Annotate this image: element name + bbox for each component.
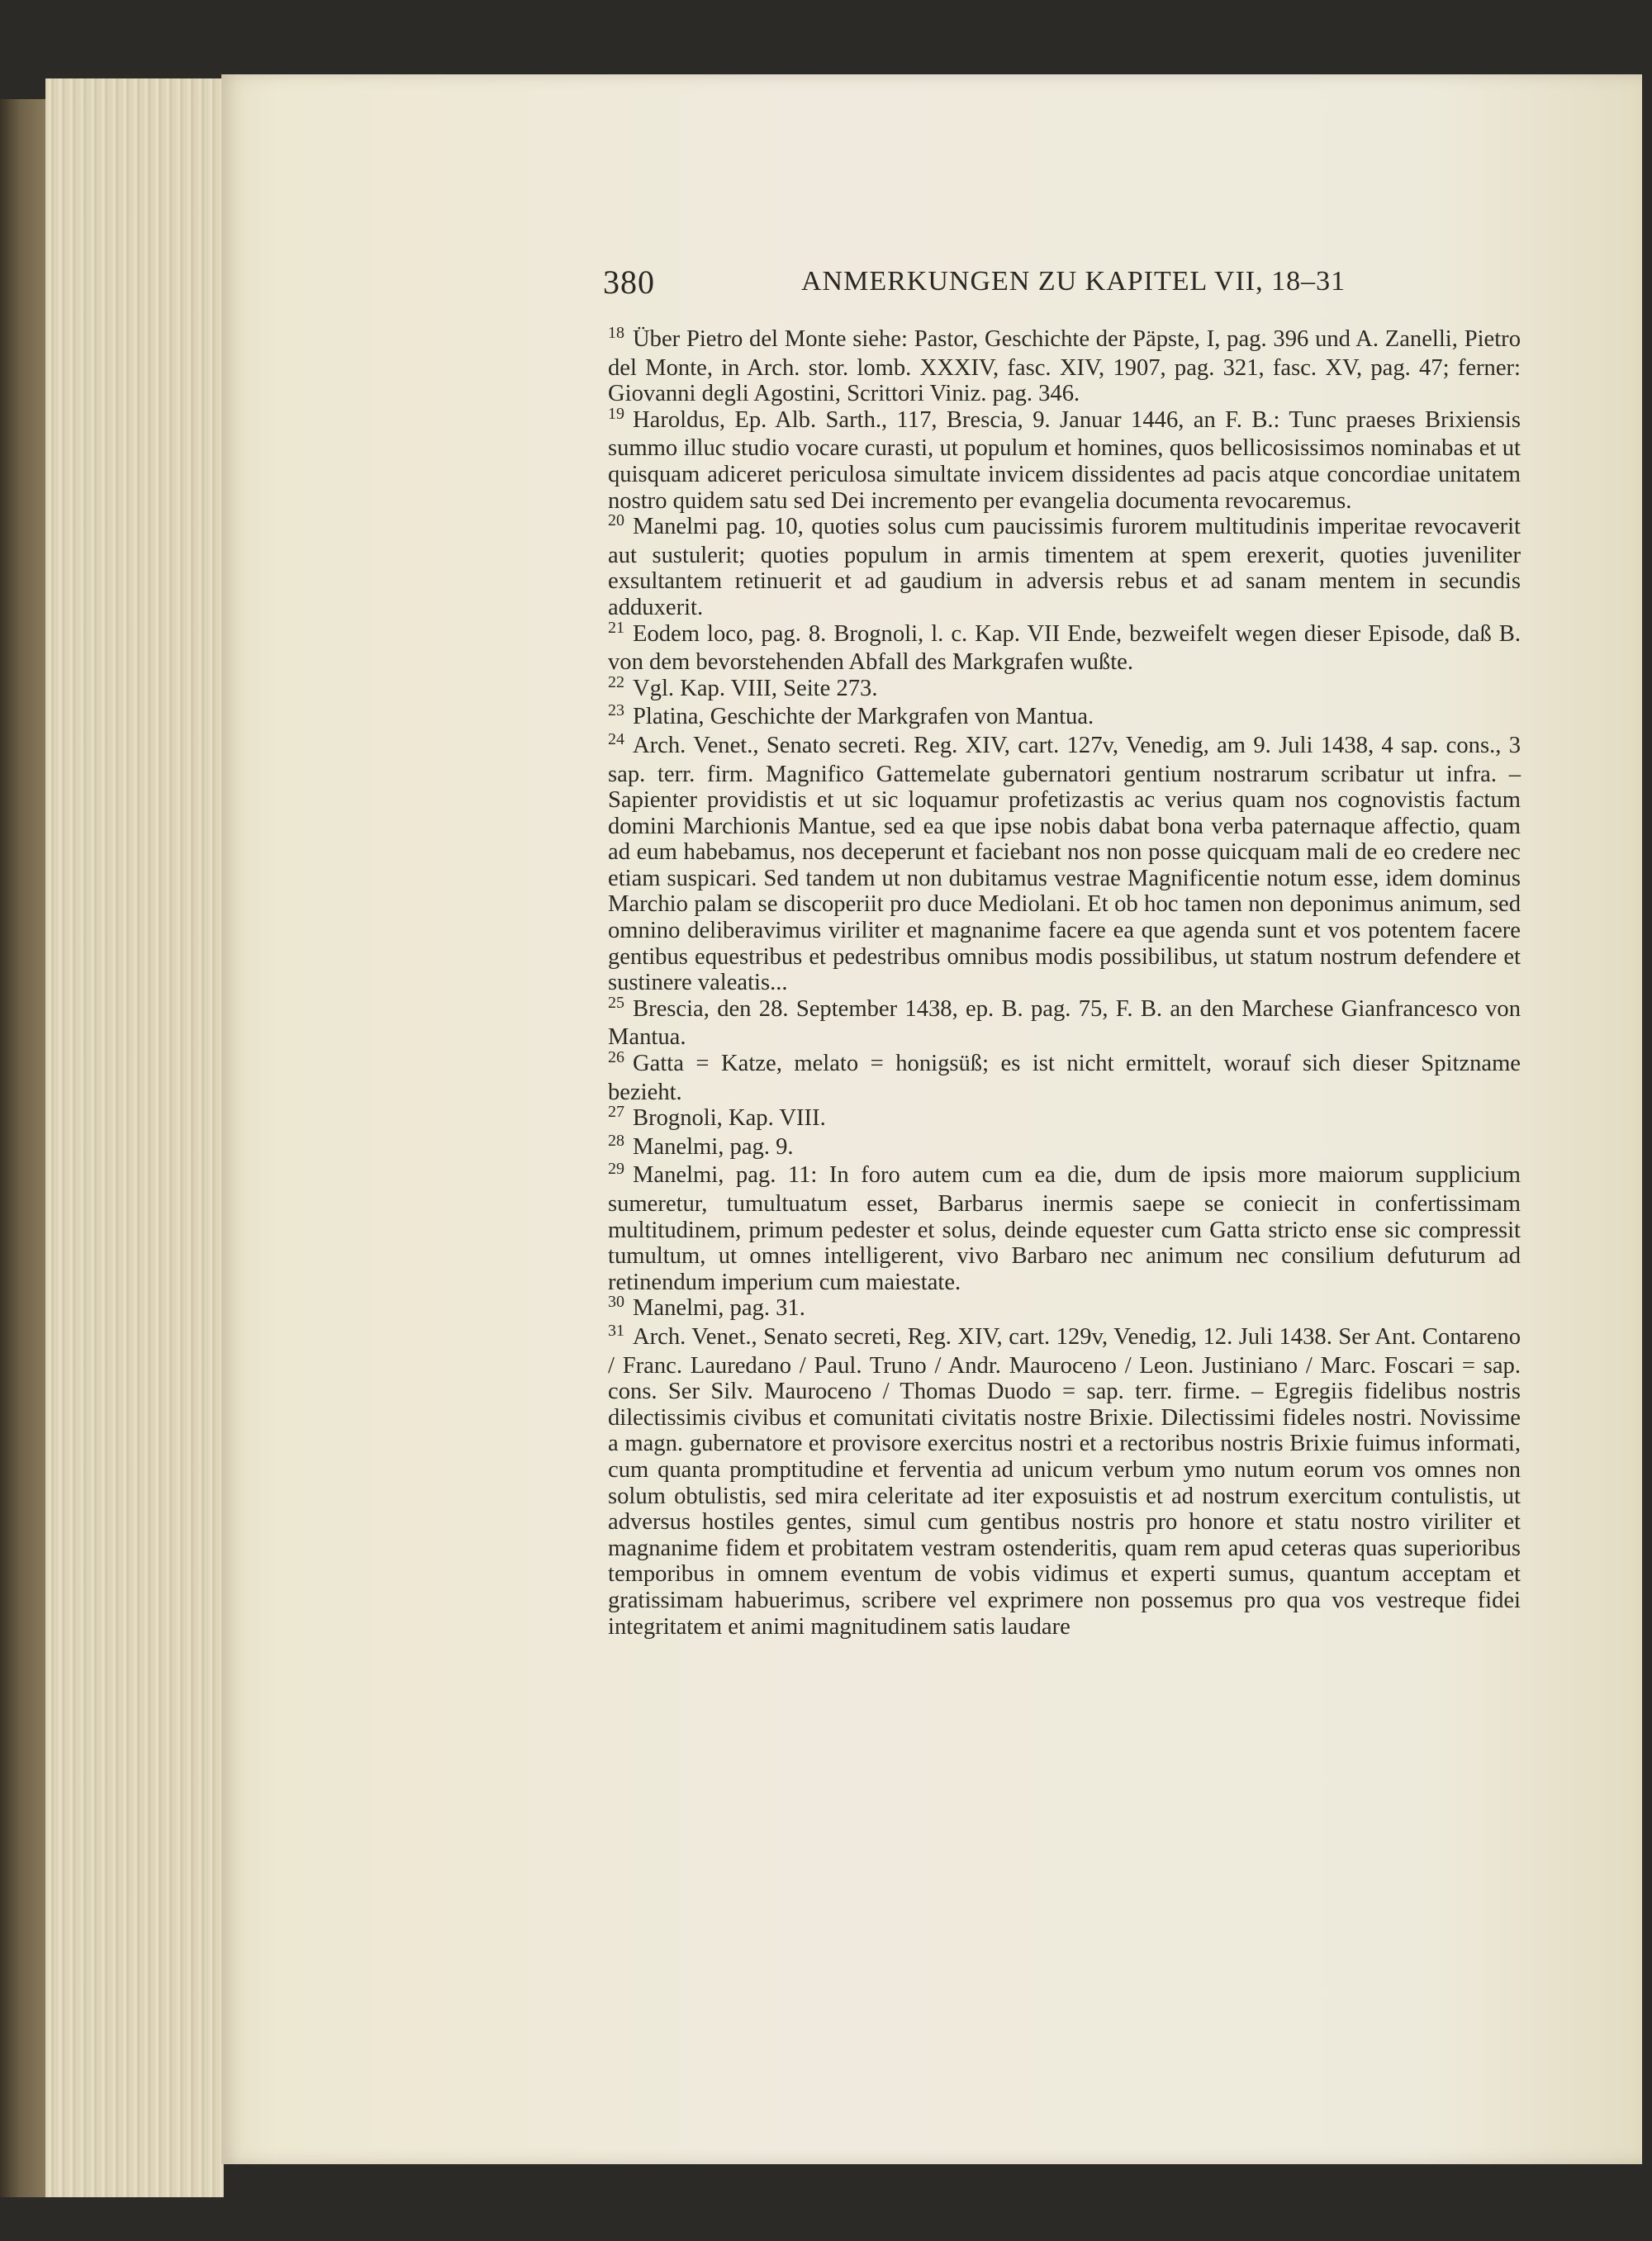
footnote-number: 28 [608,1131,624,1150]
footnote [608,701,1521,733]
footnote-number: 31 [608,1321,624,1340]
footnote-text: Vgl. Kap. VIII, Seite 273. [633,675,878,701]
book-spine [0,99,50,2197]
footnote-text: Platina, Geschichte der Markgrafen von Mantua. [633,704,1094,730]
footnote-text: Manelmi, pag. 11: In foro autem cum ea die, dum de ipsis more maiorum supplicium sumeretur, tumultuatum esset, Barbarus inermis saepe se coniecit in confertissimam multitudinem, primum pedester et solus, deinde equester cum Gatta stricto ense sic compressit tumultum, ut omnes intelligerent, vivo Barbaro nec animum nec consilium defuturum ad retinendum imperium cum maiestate. [608,1162,1521,1295]
footnote-number: 19 [608,404,624,423]
footnote-text: Manelmi pag. 10, quoties solus cum paucissimis furorem multitudinis imperitae revocaverit aut sustulerit; quoties populum in armis timentem at spem erexerit, quoties juveniliter exsultantem retinuerit et ad gaudium in adversis rebus et ad sanam mentem in secundis adduxerit. [608,514,1521,620]
footnote-number: 24 [608,729,624,748]
footnote-number: 25 [608,993,624,1012]
running-head: ANMERKUNGEN ZU KAPITEL VII, 18–31 [801,266,1346,297]
page-number: 380 [603,264,655,301]
footnote [608,672,1521,705]
footnote-number: 20 [608,511,624,530]
page-edge-stack [45,78,224,2197]
footnote-number: 23 [608,701,624,720]
footnote-number: 29 [608,1160,624,1179]
page-header [603,263,1429,304]
footnote [608,404,1521,514]
footnote-number: 22 [608,672,624,691]
footnote-text: Über Pietro del Monte siehe: Pastor, Geschichte der Päpste, I, pag. 396 und A. Zanelli, Pietro del Monte, in Arch. stor. lomb. XXXIV, fasc. XIV, 1907, pag. 321, fasc. XV, pag. 47; ferner: Giovanni degli Agostini, Scrittori Viniz. pag. 346. [608,326,1521,407]
footnote [608,729,1521,996]
footnote [608,1048,1521,1105]
footnote-number: 30 [608,1293,624,1312]
footnote-number: 21 [608,618,624,637]
footnote-text: Brescia, den 28. September 1438, ep. B. pag. 75, F. B. an den Marchese Gianfrancesco von Mantua. [608,995,1521,1051]
footnote-number: 27 [608,1103,624,1122]
footnote-text: Arch. Venet., Senato secreti, Reg. XIV, cart. 129v, Venedig, 12. Juli 1438. Ser Ant. Contareno / Franc. Lauredano / Paul. Truno / Andr. Mauroceno / Leon. Justiniano / Marc. Foscari = sap. cons. Ser Silv. Mauroceno / Thomas Duodo = sap. terr. firme. – Egregiis fidelibus nostris dilectissimis civibus et comunitati civitatis nostre Brixie. Dilectissimi fideles nostri. Novissime a magn. gubernatore et provisore exercitus nostri et a rectoribus nostris Brixie fuimus informati, cum quanta promptitudine et ferventia ad unicum verbum ymo nutum eorum vos omnes non solum obtulistis, sed mira celeritate ad iter exposuistis et ad nostrum exercitum contulistis, ut adversus hostiles gentes, simul cum gentibus nostris pro honore et statu nostro viriliter et magnanime fidem et probitatem vestram ostenderitis, quam rem apud ceteras quas superioribus temporibus in omnem eventum de vobis vidimus et experti sumus, quantum acceptam et gratissimam habuerimus, scribere vel exprimere non possemus pro qua vos vestreque fidei integritatem et animi magnitudinem satis laudare [608,1323,1521,1640]
footnote [608,993,1521,1051]
footnote [608,618,1521,676]
footnote [608,1162,1521,1295]
footnote [608,1321,1521,1640]
footnote-text: Brognoli, Kap. VIII. [633,1105,826,1132]
footnote-text: Manelmi, pag. 31. [633,1295,805,1322]
footnotes [608,326,1521,1640]
footnote [608,511,1521,620]
footnote-text: Haroldus, Ep. Alb. Sarth., 117, Brescia, 9. Januar 1446, an F. B.: Tunc praeses Brixiensis summo illuc studio vocare curasti, ut populum et homines, quos bellicosissimos nominabas et ut quisquam adiceret periculosa simultate invicem dissidentes ad pacis atque concordiae unitatem nostro quidem satu sed Dei incremento per evangelia documenta revocaremus. [608,406,1521,514]
footnote [608,1295,1521,1324]
footnote-number: 18 [608,324,624,342]
footnote-text: Manelmi, pag. 9. [633,1133,794,1160]
footnote-text: Eodem loco, pag. 8. Brognoli, l. c. Kap. VII Ende, bezweifelt wegen dieser Episode, daß B. von dem bevorstehenden Abfall des Markgrafen wußte. [608,620,1521,676]
footnote-text: Gatta = Katze, melato = honigsüß; es ist nicht ermittelt, worauf sich dieser Spitzname bezieht. [608,1051,1521,1105]
footnote [608,326,1521,407]
footnote-number: 26 [608,1048,624,1067]
footnote [608,1105,1521,1134]
footnote-text: Arch. Venet., Senato secreti. Reg. XIV, cart. 127v, Venedig, am 9. Juli 1438, 4 sap. cons., 3 sap. terr. firm. Magnifico Gattemelate gubernatori gentium nostrarum scribatur ut infra. – Sapienter providistis et ut sic loquamur profetizastis ac verius quam nos cognovistis factum domini Marchionis Mantue, sed ea que ipse nobis dabat bona verba paternaque affectio, quam ad eum habebamus, nos deceperunt et faciebant nos non posse quicquam mali de eo credere nec etiam suspicari. Sed tandem ut non dubitamus vestrae Magnificentie notum esse, idem dominus Marchio palam se discoperiit pro duce Mediolani. Et ob hoc tamen non deponimus animum, sed omnino deliberavimus viriliter et magnanime facere ea que agenda sunt et vos potentem facere gentibus equestribus et pedestribus omnibus modis possibilibus, ut statum nostrum defendere et sustinere valeatis... [608,732,1521,996]
footnote [608,1131,1521,1163]
